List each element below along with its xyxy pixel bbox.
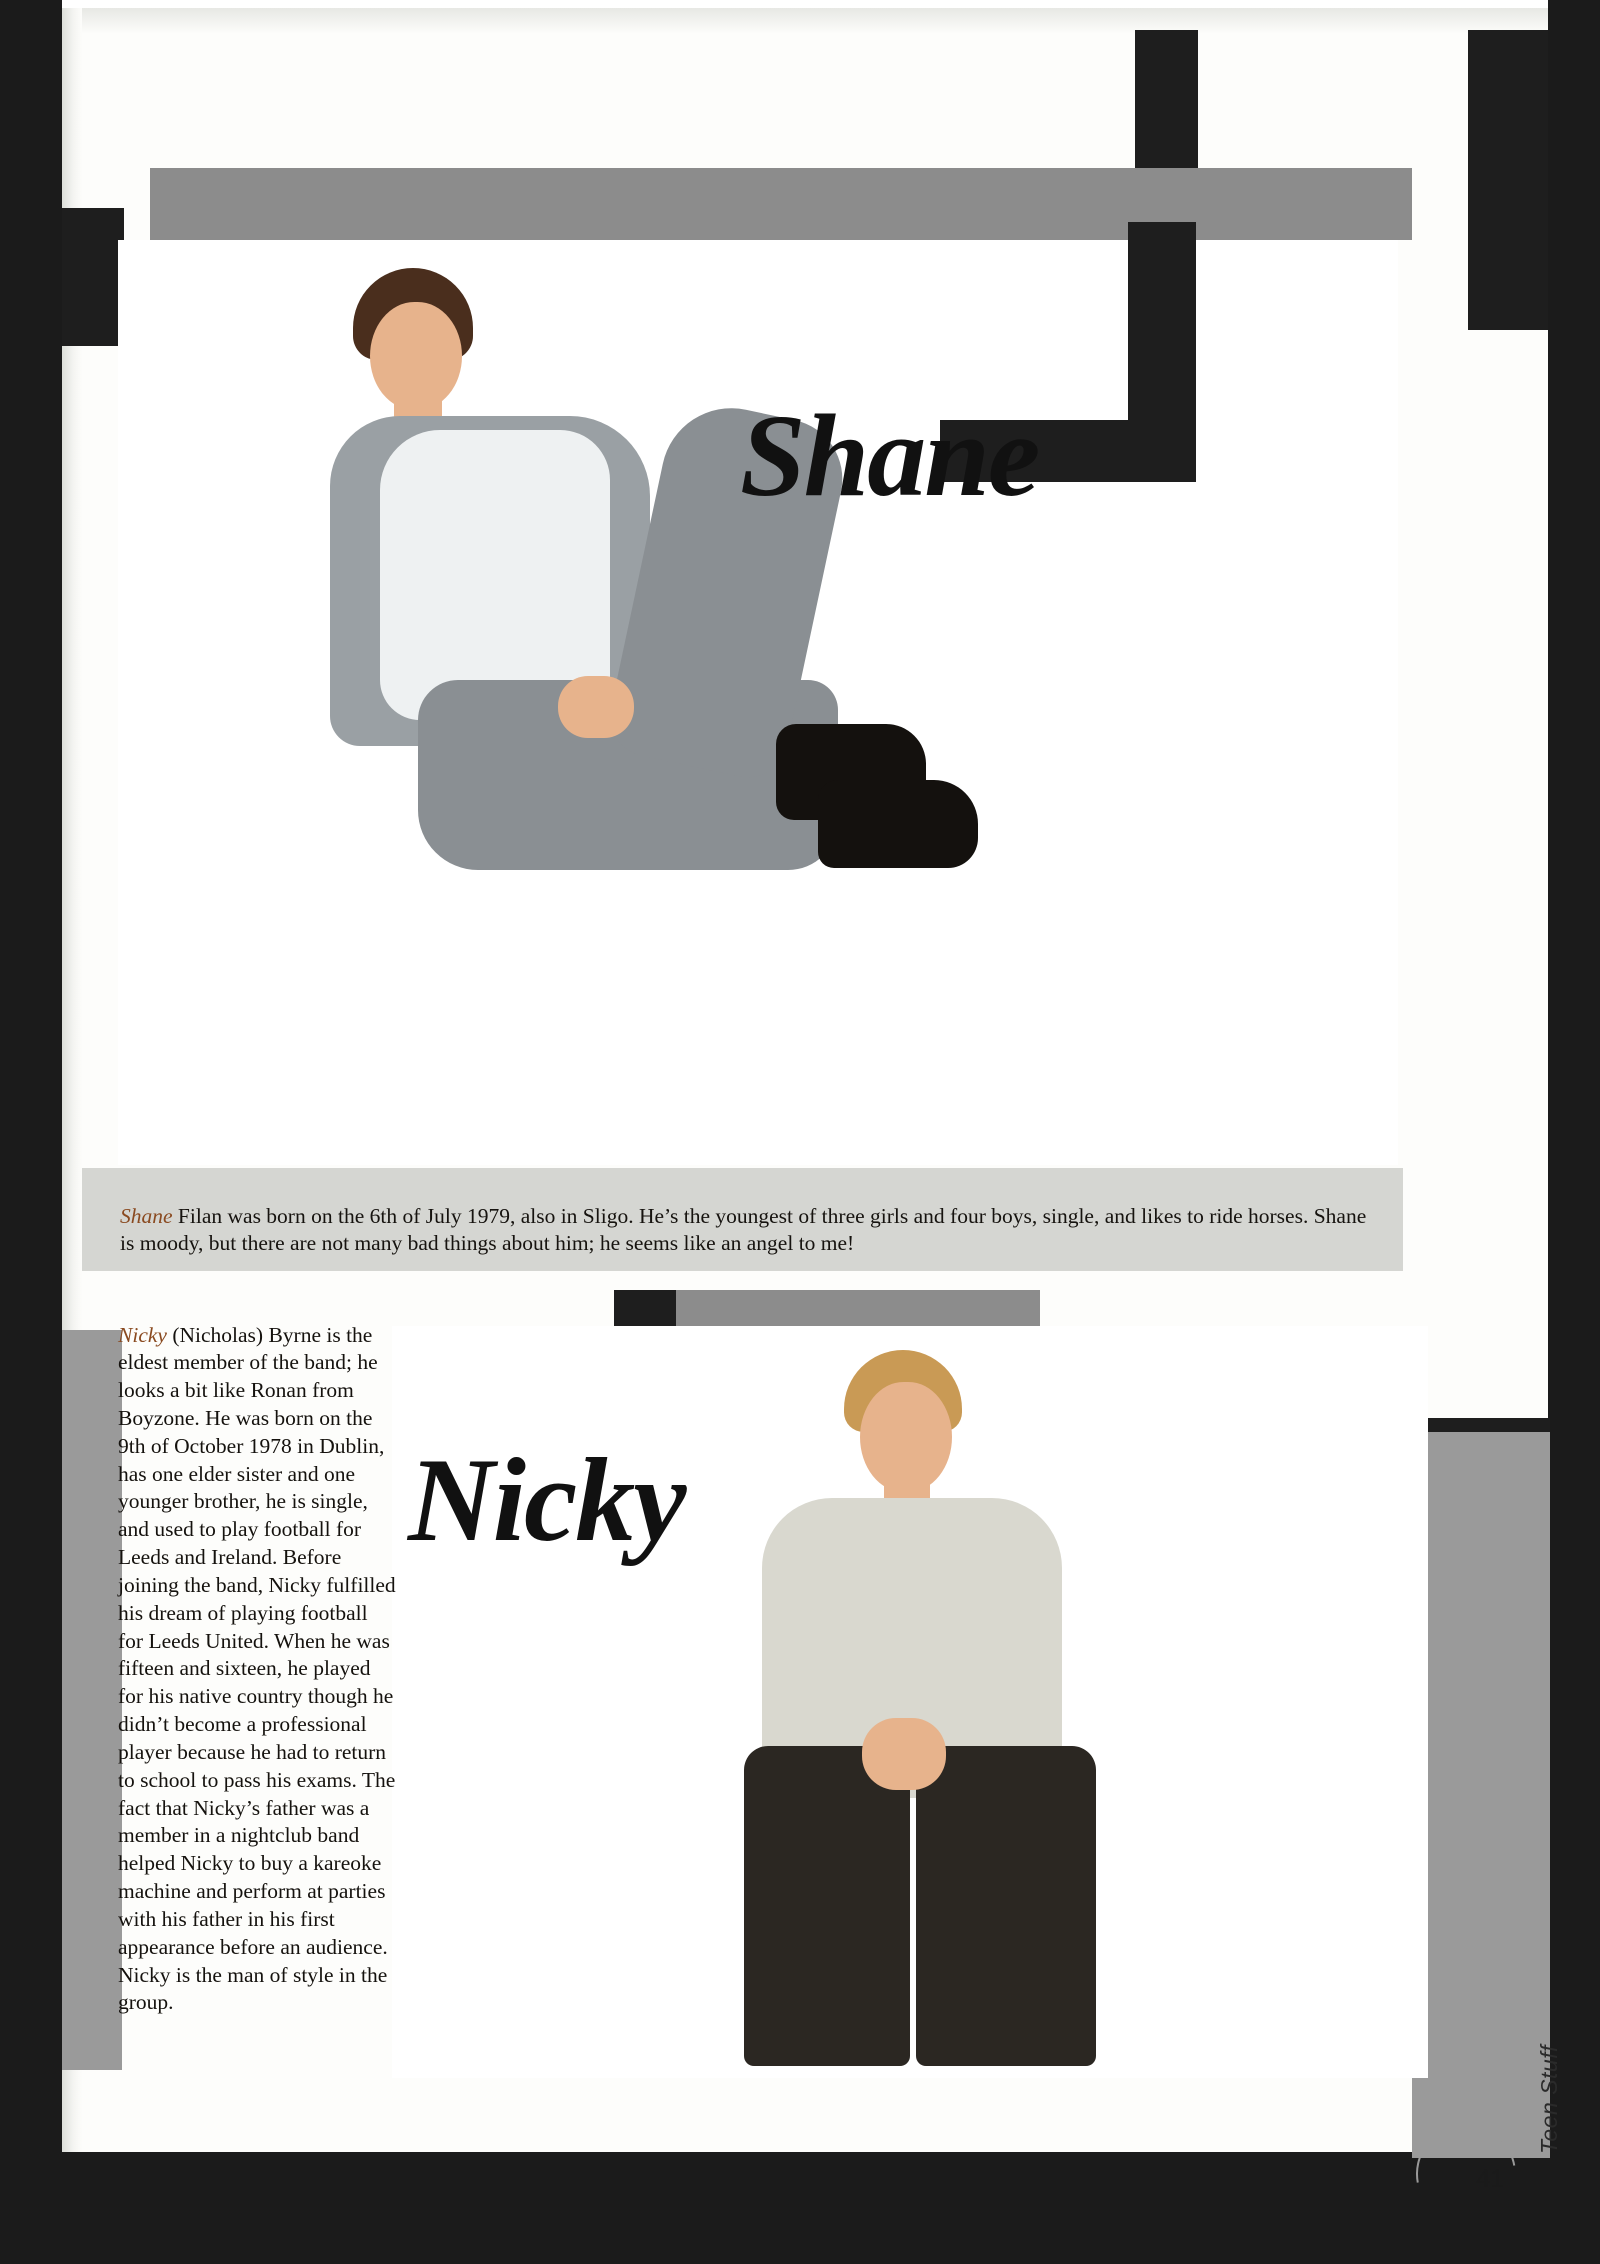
- page-number: 41: [1476, 2165, 1504, 2193]
- deco-bar-dark-left: [62, 208, 124, 346]
- deco-bar-grey-right-col: [1412, 1418, 1550, 2158]
- photo-shane: [118, 240, 1398, 1165]
- deco-bar-dark-top-2: [1468, 30, 1548, 330]
- nicky-hands: [862, 1718, 946, 1790]
- caption-shane: [120, 1203, 1385, 1259]
- scan-border-bottom: [0, 2152, 1600, 2264]
- deco-bar-grey-left-col: [62, 1330, 122, 2070]
- section-tab-label: Teen Stuff: [1535, 2044, 1562, 2154]
- nicky-trouser-left: [744, 1746, 910, 2066]
- scan-edge-top: [60, 8, 1556, 34]
- body-text-nicky: [118, 1322, 398, 2018]
- deco-bar-dark-right-top: [1412, 1418, 1550, 1432]
- headline-nicky: Nicky: [408, 1433, 685, 1567]
- scan-border-right: [1548, 0, 1600, 2264]
- shane-hands: [558, 676, 634, 738]
- body-lead-nicky: Nicky: [118, 1322, 167, 1347]
- shane-shirt: [380, 430, 610, 720]
- deco-bar-grey-top: [150, 168, 1412, 240]
- caption-body-shane: Filan was born on the 6th of July 1979, also in Sligo. He’s the youngest of three girls and four boys, single, and likes to ride horses. Shane is moody, but there are not many bad things about him; he seems like an angel to me!: [120, 1203, 1367, 1256]
- scan-border-left: [0, 0, 62, 2264]
- caption-lead-shane: Shane: [120, 1203, 173, 1228]
- shane-shoe-2: [818, 780, 978, 868]
- body-copy-nicky: (Nicholas) Byrne is the eldest member of the band; he looks a bit like Ronan from Boyzone. He was born on the 9th of October 1978 in Dublin, has one elder sister and one younger brother, he is single, and used to play football for Leeds and Ireland. Before joining the band, Nicky fulfilled his dream of playing football for Leeds United. When he was fifteen and sixteen, he played for his native country though he didn’t become a professional player because he had to return to school to pass his exams. The fact that Nicky’s father was a member in a nightclub band helped Nicky to buy a kareoke machine and perform at parties with his father in his first appearance before an audience. Nicky is the man of style in the group.: [118, 1322, 396, 2015]
- headline-shane: Shane: [740, 390, 1039, 522]
- section-tab: [1532, 1994, 1566, 2204]
- nicky-trouser-right: [916, 1746, 1096, 2066]
